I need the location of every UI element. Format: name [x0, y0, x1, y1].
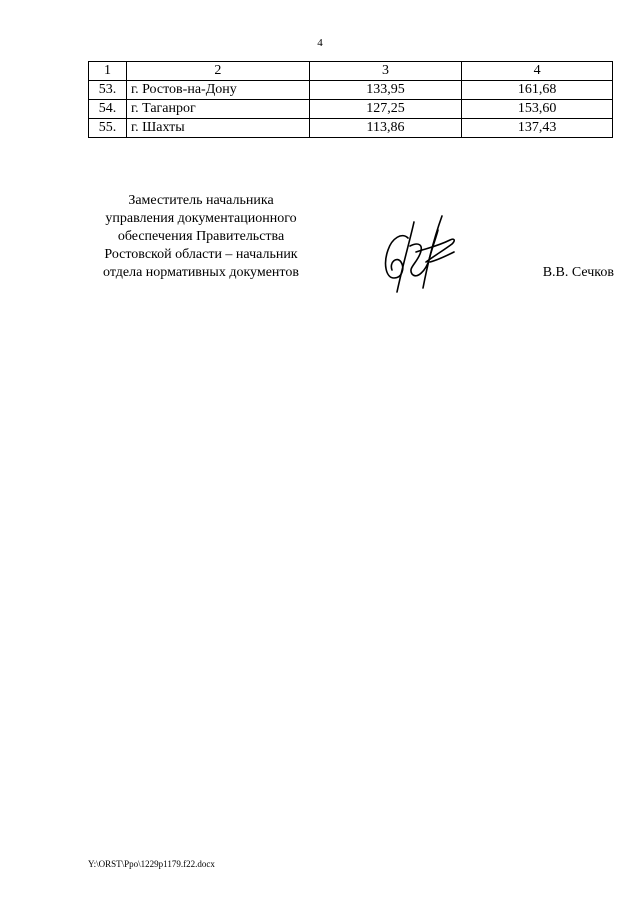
signer-name: В.В. Сечков	[542, 265, 614, 280]
table-row	[89, 119, 613, 138]
file-path-footer: Y:\ORST\Ppo\1229p1179.f22.docx	[88, 859, 215, 869]
table-row	[89, 81, 613, 100]
city-cell: г. Шахты	[126, 119, 309, 138]
value-cell: 153,60	[462, 100, 613, 119]
value-cell: 133,95	[309, 81, 462, 100]
header-cell: 3	[309, 62, 462, 81]
value-cell: 113,86	[309, 119, 462, 138]
page-number: 4	[317, 37, 323, 49]
city-cell: г. Ростов-на-Дону	[126, 81, 309, 100]
table-row	[89, 100, 613, 119]
header-cell: 4	[462, 62, 613, 81]
row-number-cell: 54.	[89, 100, 127, 119]
position-line: управления документационного	[105, 211, 297, 226]
position-line: обеспечения Правительства	[117, 229, 285, 244]
table-header-row	[89, 62, 613, 81]
position-line: отдела нормативных документов	[103, 265, 299, 280]
position-line: Заместитель начальника	[128, 193, 274, 208]
signatory-position	[86, 192, 316, 282]
position-line: Ростовской области – начальник	[104, 247, 298, 262]
data-table	[88, 61, 613, 138]
value-cell: 161,68	[462, 81, 613, 100]
handwritten-signature	[372, 212, 464, 296]
value-cell: 137,43	[462, 119, 613, 138]
header-cell: 1	[89, 62, 127, 81]
header-cell: 2	[126, 62, 309, 81]
row-number-cell: 55.	[89, 119, 127, 138]
value-cell: 127,25	[309, 100, 462, 119]
row-number-cell: 53.	[89, 81, 127, 100]
city-cell: г. Таганрог	[126, 100, 309, 119]
